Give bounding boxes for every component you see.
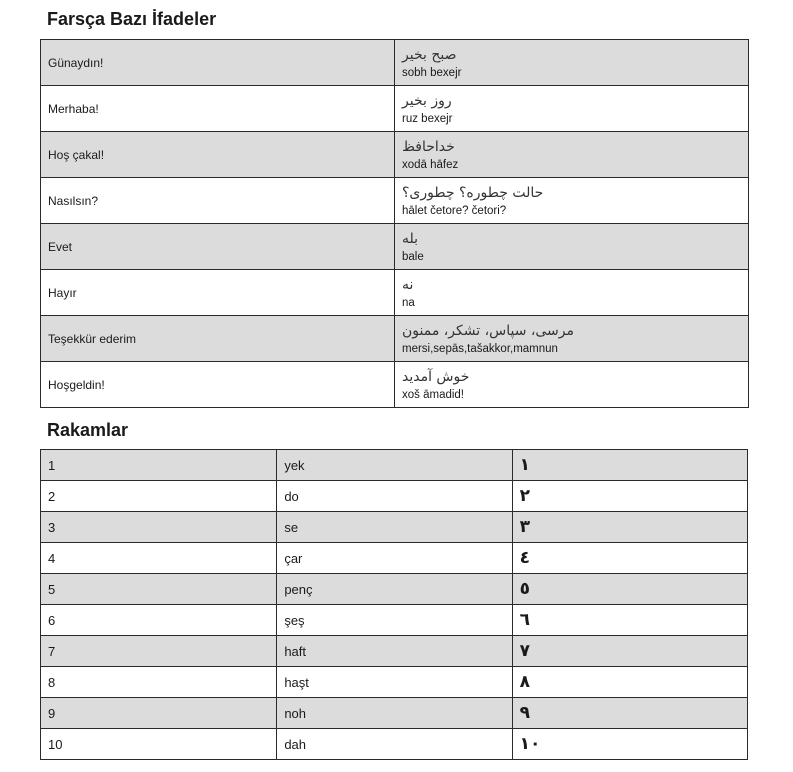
persian-phrase-cell bbox=[395, 316, 749, 362]
number-name-cell: noh bbox=[277, 698, 512, 729]
transliteration: na bbox=[402, 296, 415, 309]
persian-script: صبح بخیر bbox=[402, 46, 457, 63]
digit-cell: 4 bbox=[41, 543, 277, 574]
persian-phrase-cell bbox=[395, 224, 749, 270]
persian-numeral-cell: ١ bbox=[512, 450, 747, 481]
transliteration: xodā hāfez bbox=[402, 158, 459, 171]
number-name-cell: haşt bbox=[277, 667, 512, 698]
transliteration: sobh bexejr bbox=[402, 66, 462, 79]
turkish-phrase: Nasılsın? bbox=[41, 178, 395, 224]
digit-cell: 5 bbox=[41, 574, 277, 605]
transliteration: bale bbox=[402, 250, 424, 263]
persian-numeral-cell: ١٠ bbox=[512, 729, 747, 760]
persian-script: روز بخیر bbox=[402, 92, 452, 109]
persian-script: حالت چطوره؟ چطوری؟ bbox=[402, 184, 544, 201]
number-name-cell: yek bbox=[277, 450, 512, 481]
turkish-phrase: Hoş çakal! bbox=[41, 132, 395, 178]
table-row bbox=[41, 543, 748, 574]
table-row bbox=[41, 224, 749, 270]
table-row bbox=[41, 40, 749, 86]
persian-phrase-cell bbox=[395, 40, 749, 86]
turkish-phrase: Hayır bbox=[41, 270, 395, 316]
persian-numeral-cell: ٢ bbox=[512, 481, 747, 512]
table-row bbox=[41, 605, 748, 636]
persian-numeral-cell: ٦ bbox=[512, 605, 747, 636]
persian-numeral-cell: ٥ bbox=[512, 574, 747, 605]
table-row bbox=[41, 729, 748, 760]
transliteration: mersi,sepās,tašakkor,mamnun bbox=[402, 342, 558, 355]
digit-cell: 6 bbox=[41, 605, 277, 636]
number-name-cell: çar bbox=[277, 543, 512, 574]
table-row bbox=[41, 178, 749, 224]
transliteration: hālet četore? četori? bbox=[402, 204, 507, 217]
table-row bbox=[41, 132, 749, 178]
table-row bbox=[41, 86, 749, 132]
table-row bbox=[41, 667, 748, 698]
turkish-phrase: Günaydın! bbox=[41, 40, 395, 86]
turkish-phrase: Hoşgeldin! bbox=[41, 362, 395, 408]
digit-cell: 7 bbox=[41, 636, 277, 667]
persian-numeral-cell: ٨ bbox=[512, 667, 747, 698]
persian-script: نه bbox=[402, 276, 414, 293]
table-row bbox=[41, 270, 749, 316]
digit-cell: 10 bbox=[41, 729, 277, 760]
persian-phrase-cell bbox=[395, 178, 749, 224]
transliteration: ruz bexejr bbox=[402, 112, 453, 125]
number-name-cell: dah bbox=[277, 729, 512, 760]
persian-script: خوش آمدید bbox=[402, 368, 470, 385]
persian-numeral-cell: ٧ bbox=[512, 636, 747, 667]
persian-script: بله bbox=[402, 230, 419, 247]
number-name-cell: penç bbox=[277, 574, 512, 605]
persian-phrase-cell bbox=[395, 132, 749, 178]
digit-cell: 8 bbox=[41, 667, 277, 698]
digit-cell: 3 bbox=[41, 512, 277, 543]
table-row bbox=[41, 698, 748, 729]
persian-script: خداحافظ bbox=[402, 138, 455, 155]
turkish-phrase: Teşekkür ederim bbox=[41, 316, 395, 362]
table-row bbox=[41, 512, 748, 543]
persian-script: مرسی، سپاس، تشکر، ممنون bbox=[402, 322, 575, 339]
number-name-cell: şeş bbox=[277, 605, 512, 636]
digit-cell: 2 bbox=[41, 481, 277, 512]
persian-numeral-cell: ٣ bbox=[512, 512, 747, 543]
number-name-cell: se bbox=[277, 512, 512, 543]
turkish-phrase: Merhaba! bbox=[41, 86, 395, 132]
number-name-cell: do bbox=[277, 481, 512, 512]
turkish-phrase: Evet bbox=[41, 224, 395, 270]
persian-phrase-cell bbox=[395, 362, 749, 408]
table-row bbox=[41, 450, 748, 481]
number-name-cell: haft bbox=[277, 636, 512, 667]
persian-numeral-cell: ٩ bbox=[512, 698, 747, 729]
table-row bbox=[41, 574, 748, 605]
table-row bbox=[41, 636, 748, 667]
table-row bbox=[41, 481, 748, 512]
digit-cell: 9 bbox=[41, 698, 277, 729]
table-row bbox=[41, 362, 749, 408]
phrases-heading: Farsça Bazı İfadeler bbox=[47, 9, 217, 29]
transliteration: xoš āmadid! bbox=[402, 388, 465, 401]
numbers-heading: Rakamlar bbox=[47, 420, 129, 440]
digit-cell: 1 bbox=[41, 450, 277, 481]
persian-phrase-cell bbox=[395, 86, 749, 132]
persian-numeral-cell: ٤ bbox=[512, 543, 747, 574]
numbers-table bbox=[40, 449, 748, 760]
table-row bbox=[41, 316, 749, 362]
persian-phrase-cell bbox=[395, 270, 749, 316]
phrases-table bbox=[40, 39, 749, 408]
